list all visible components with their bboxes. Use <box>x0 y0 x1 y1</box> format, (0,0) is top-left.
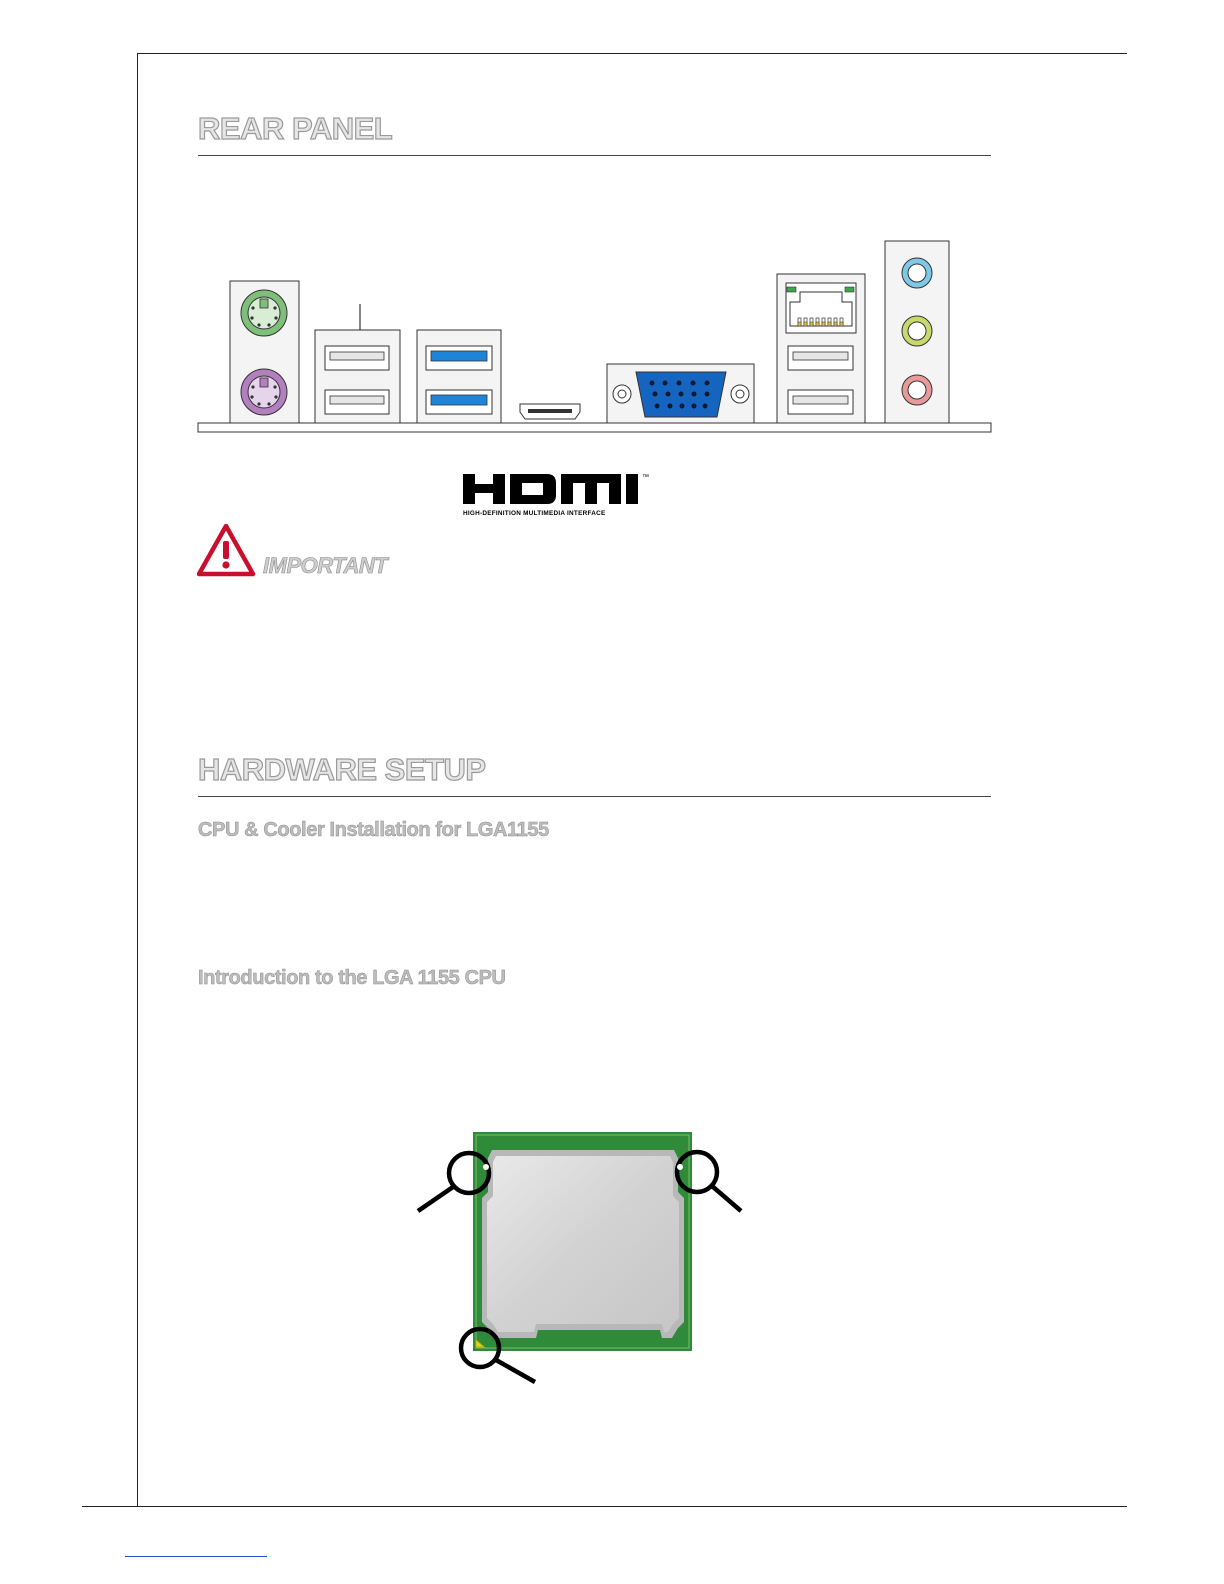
svg-text:™: ™ <box>642 474 649 481</box>
ps2-port-stack <box>230 281 299 423</box>
warning-triangle-icon <box>197 523 257 577</box>
usb3-port <box>426 390 492 414</box>
cpu-cooler-subtitle: CPU & Cooler Installation for LGA1155 <box>198 819 549 841</box>
usb2-port <box>788 346 853 370</box>
cpu-illustration <box>410 1125 755 1390</box>
usb2-port-stack-left <box>315 304 400 423</box>
page-frame-bottom-rule <box>82 1506 1127 1507</box>
intro-lga1155-subtitle: Introduction to the LGA 1155 CPU <box>198 967 506 989</box>
io-shield-baseplate <box>198 423 991 432</box>
lan-usb-port-stack <box>777 274 865 423</box>
lan-port <box>786 283 856 333</box>
audio-mic-jack <box>902 375 932 405</box>
page-frame-top-rule <box>137 53 1127 54</box>
usb3-port-stack <box>417 330 501 423</box>
hardware-setup-title: HARDWARE SETUP <box>198 752 486 787</box>
usb2-port <box>325 346 389 370</box>
usb3-port <box>426 346 492 370</box>
cpu-heat-spreader <box>482 1150 684 1338</box>
rear-panel-title: REAR PANEL <box>198 111 393 146</box>
usb2-port <box>788 390 853 414</box>
hdmi-logo <box>460 470 660 520</box>
rear-panel-title-underline <box>198 155 991 156</box>
footer-link-underline[interactable] <box>125 1556 267 1557</box>
audio-line-in-jack <box>902 258 932 288</box>
audio-jack-stack <box>885 241 949 423</box>
vga-port <box>607 364 754 423</box>
svg-text:HIGH-DEFINITION MULTIMEDIA INT: HIGH-DEFINITION MULTIMEDIA INTERFACE <box>463 510 606 517</box>
audio-line-out-jack <box>902 316 932 346</box>
usb2-port <box>325 390 389 414</box>
hardware-setup-title-underline <box>198 796 991 797</box>
hdmi-port <box>520 404 580 419</box>
ps2-keyboard-port <box>241 369 287 415</box>
page-frame-vertical-rule <box>137 53 138 1507</box>
rear-panel-diagram <box>190 232 1000 442</box>
ps2-mouse-port <box>241 290 287 336</box>
important-label: IMPORTANT <box>263 553 388 578</box>
